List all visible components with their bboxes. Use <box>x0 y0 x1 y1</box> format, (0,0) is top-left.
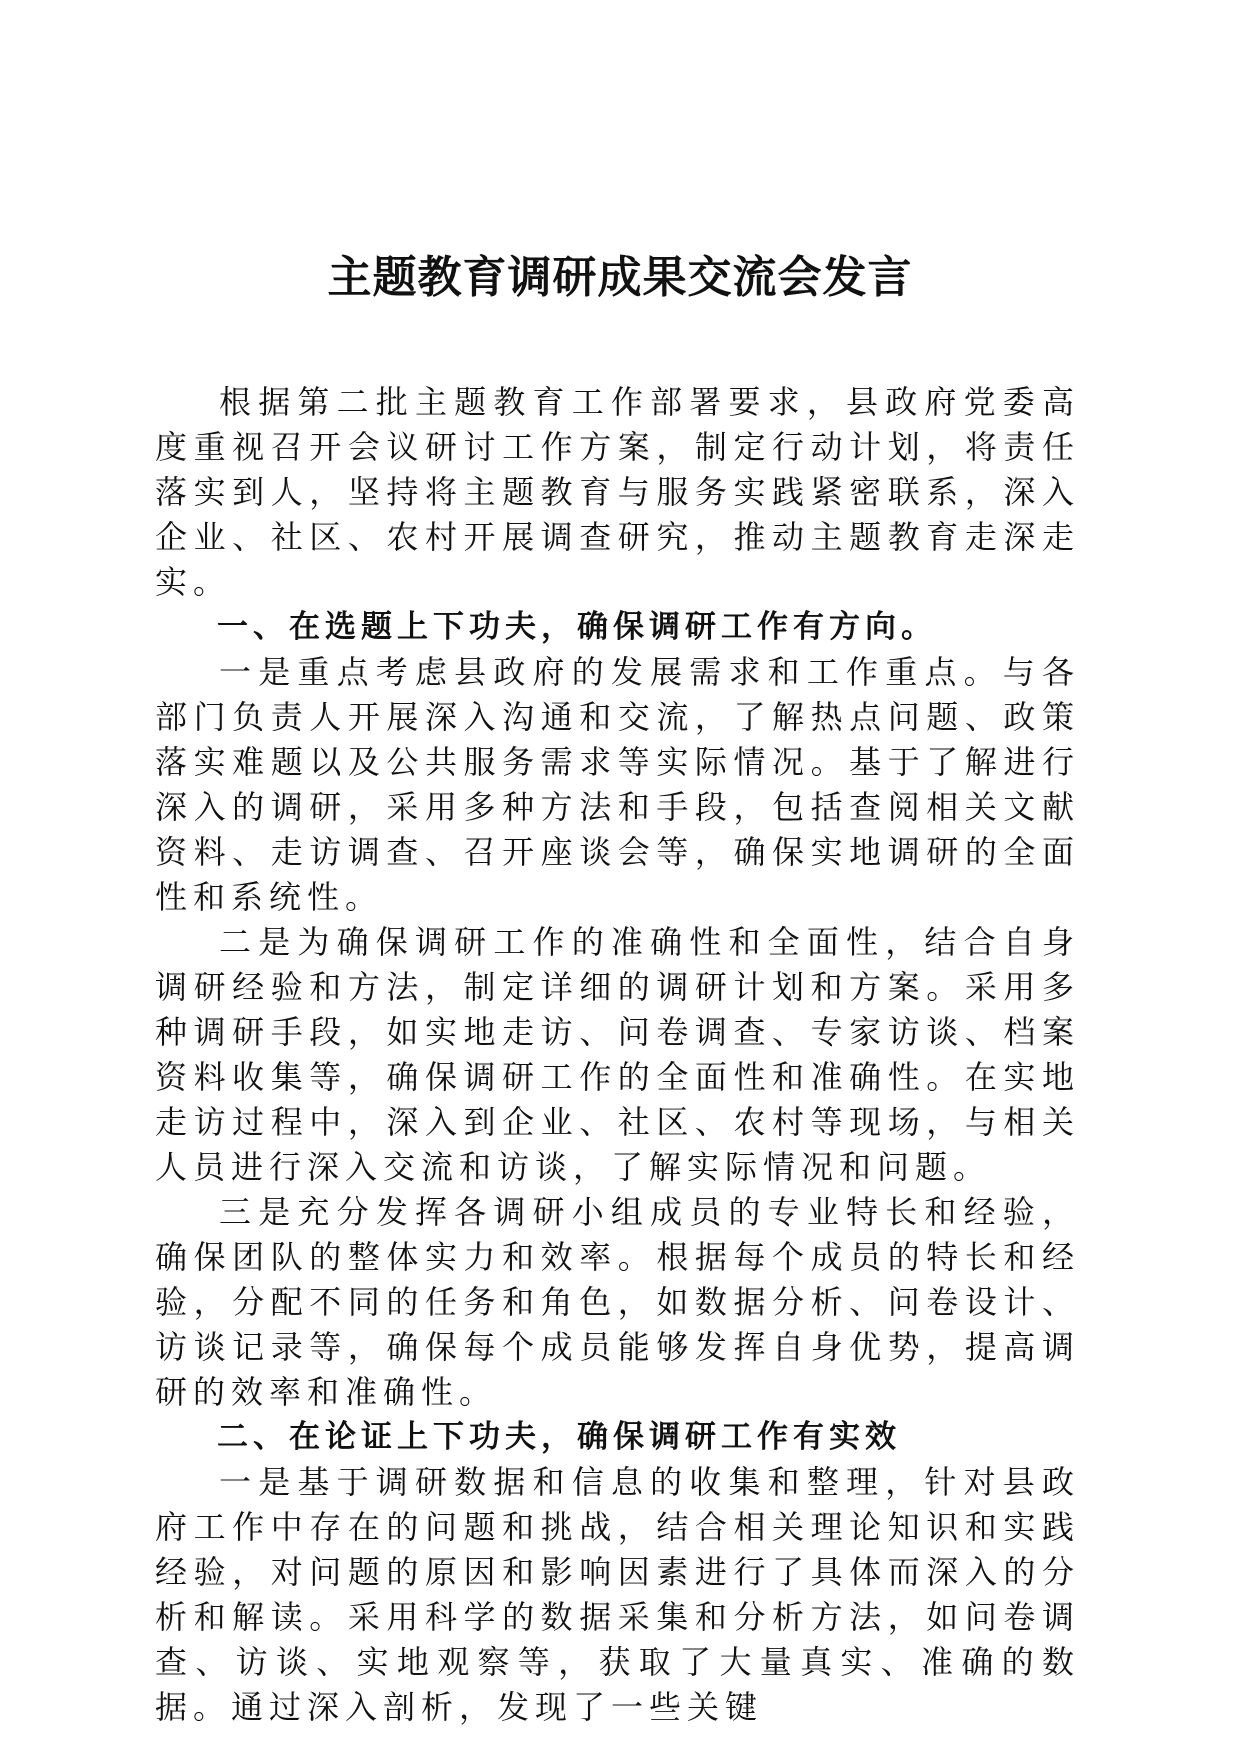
body-paragraph: 一是重点考虑县政府的发展需求和工作重点。与各部门负责人开展深入沟通和交流，了解热点问题、政策落实难题以及公共服务需求等实际情况。基于了解进行深入的调研，采用多种方法和手段，包括查阅相关文献资料、走访调查、召开座谈会等，确保实地调研的全面性和系统性。 <box>155 653 1080 916</box>
section-heading: 二、在论证上下功夫，确保调研工作有实效 <box>217 1419 901 1455</box>
body-paragraph: 三是充分发挥各调研小组成员的专业特长和经验，确保团队的整体实力和效率。根据每个成员的特长和经验，分配不同的任务和角色，如数据分析、问卷设计、访谈记录等，确保每个成员能够发挥自身优势，提高调研的效率和准确性。 <box>155 1193 1080 1411</box>
document-body <box>155 380 1080 1730</box>
body-paragraph: 一是基于调研数据和信息的收集和整理，针对县政府工作中存在的问题和挑战，结合相关理论知识和实践经验，对问题的原因和影响因素进行了具体而深入的分析和解读。采用科学的数据采集和分析方法，如问卷调查、访谈、实地观察等，获取了大量真实、准确的数据。通过深入剖析，发现了一些关键 <box>155 1463 1080 1726</box>
body-paragraph: 根据第二批主题教育工作部署要求，县政府党委高度重视召开会议研讨工作方案，制定行动计划，将责任落实到人，坚持将主题教育与服务实践紧密联系，深入企业、社区、农村开展调查研究，推动主题教育走深走实。 <box>155 383 1080 601</box>
section-heading: 一、在选题上下功夫，确保调研工作有方向。 <box>217 609 937 645</box>
page-title: 主题教育调研成果交流会发言 <box>327 252 913 303</box>
body-paragraph: 二是为确保调研工作的准确性和全面性，结合自身调研经验和方法，制定详细的调研计划和方案。采用多种调研手段，如实地走访、问卷调查、专家访谈、档案资料收集等，确保调研工作的全面性和准确性。在实地走访过程中，深入到企业、社区、农村等现场，与相关人员进行深入交流和访谈，了解实际情况和问题。 <box>155 923 1080 1186</box>
